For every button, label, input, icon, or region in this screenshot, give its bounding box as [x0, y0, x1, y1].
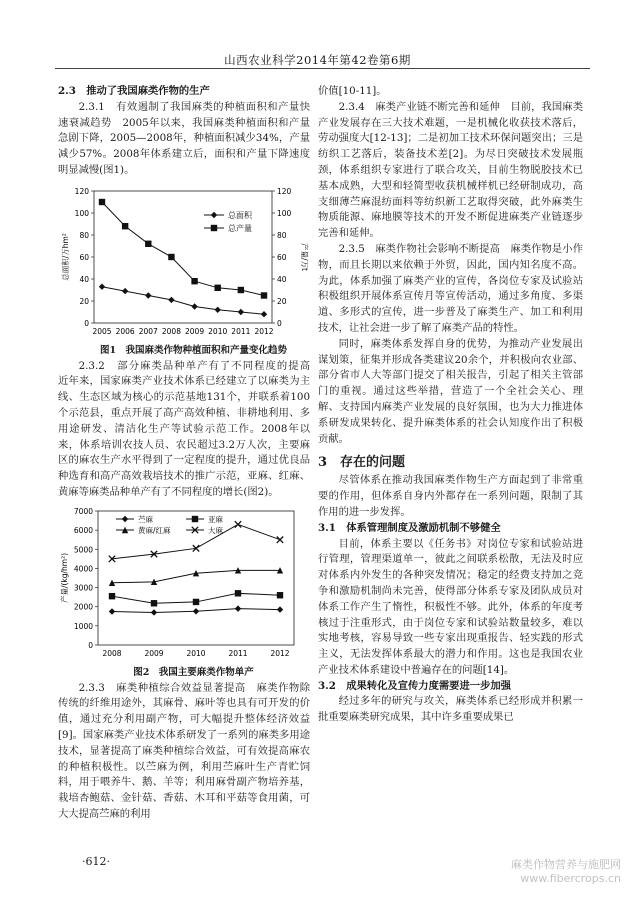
fig1-right-tick-label: 60 — [277, 252, 287, 262]
fig1-y-axis-label-left: 总面积/万hm² — [61, 232, 70, 281]
fig2-legend-marker — [192, 516, 198, 522]
figure-2-caption: 图2 我国主要麻类作物单产 — [133, 666, 254, 678]
fig1-x-tick-label: 2007 — [138, 326, 158, 336]
section-2-3-3: 2.3.3 麻类种植综合效益显著提高 麻类作物除传统的纤维用途外，其麻骨、麻叶等也具有可开发的价值，通过充分利用副产物，可大幅提升整体经济效益[9]。国家麻类产业技术体系研发了一系列的麻类多用途技术，显著提高了麻类种植综合效益，可有效提高麻农的种植积极性。以苎麻为例，利用苎麻叶生产青贮饲料，用于喂养牛、鹅、羊等；利用麻骨副产物培养基，栽培杏鲍菇、金针菇、香菇、木耳和平菇等食用菌，可大大提高苎麻的利用 — [58, 681, 310, 820]
fig2-y-tick-label: 7000 — [73, 506, 93, 516]
fig2-y-tick-label: 1000 — [73, 621, 93, 631]
fig1-series-1-point — [215, 306, 221, 312]
fig1-x-tick-label: 2006 — [115, 326, 135, 336]
fig2-y-tick-label: 2000 — [73, 602, 93, 612]
fig2-y-axis-label: 产量/(kg/hm²) — [60, 552, 69, 603]
fig1-x-tick-label: 2009 — [185, 326, 205, 336]
fig1-series-2-point — [191, 278, 197, 284]
fig2-series-2-point — [109, 593, 115, 599]
fig1-series-2-point — [215, 284, 221, 290]
fig1-x-tick-label: 2010 — [208, 326, 228, 336]
fig1-series-1-point — [168, 296, 174, 302]
fig1-left-tick-label: 0 — [84, 318, 89, 328]
running-header: 山西农业科学2014年第42卷第6期 — [224, 53, 411, 67]
watermark-url: www.fibercrops.cn — [520, 872, 621, 885]
figure-1-caption: 图1 我国麻类作物种植面积和产量变化趋势 — [99, 344, 288, 356]
left-column — [58, 84, 321, 823]
fig2-y-tick-label: 3000 — [73, 583, 93, 593]
fig1-x-tick-label: 2005 — [92, 326, 112, 336]
figure-1-chart — [58, 181, 310, 341]
section-2-3-2: 2.3.2 部分麻类品种单产有了不同程度的提高 近年来，国家麻类产业技术体系已经建立了以麻类为主线、生态区域为核心的示范基地131个，并联系着100个示范县，重点开展了高产高效种植、非耕地利用、多用途研发、清洁化生产等试验示范工作。2008年以来，体系培训农技人员、农民超过3.2万人次，主要麻区的麻农生产水平得到了一定程度的提升，通过优良品种选育和高产高效栽培技术的推广示范，亚麻、红麻、黄麻等麻类品种单产有了不同程度的增长(图2)。 — [58, 359, 321, 498]
section-2-3-4: 2.3.4 麻类产业链不断完善和延伸 目前，我国麻类产业发展存在三大技术难题，一是机械化收获技术落后，劳动强度大[12-13]；二是初加工技术环保问题突出；三是纺织工艺落后，装备技术差[2]。为尽日突破技术发展瓶颈，体系组织专家进行了联合攻关，目前生物脱胶技术已基本成熟，大型和轻简型收获机械样机已经研制成功，高支细薄苎麻混纺面料等纺织新工艺取得突破，此外麻类生物质能源、麻地膜等技术的开发不断促进麻类产业链逐步完善和延伸。 — [318, 100, 583, 240]
fig2-series-1-point — [277, 606, 283, 612]
fig1-series-1-point — [261, 311, 267, 317]
fig1-left-tick-label: 20 — [79, 296, 89, 306]
fig2-series-2-point — [193, 598, 199, 604]
continued-text: 价值[10-11]。 — [318, 85, 387, 97]
fig1-x-tick-label: 2011 — [231, 326, 251, 336]
fig2-series-2-point — [151, 600, 157, 606]
fig2-y-tick-label: 6000 — [73, 525, 93, 535]
fig1-right-tick-label: 80 — [277, 230, 287, 240]
fig1-left-tick-label: 60 — [79, 252, 89, 262]
section-2-3-5: 2.3.5 麻类作物社会影响不断提高 麻类作物是小作物，而且长期以来依赖于外贸，因此，国内知名度不高。为此，体系加强了麻类产业的宣传，各岗位专家及试验站积极组织开展体系宣传月等宣传活动，通过多角度、多渠道、多形式的宣传，进一步普及了麻类生产、加工和利用技术，让社会进一步了解了麻类产品的特性。 — [318, 242, 583, 334]
fig2-x-tick-label: 2009 — [144, 648, 164, 658]
fig1-legend-label: 总面积 — [228, 210, 252, 220]
fig1-left-tick-label: 40 — [79, 274, 89, 284]
fig1-series-2-point — [99, 199, 105, 205]
fig1-legend-marker — [211, 212, 217, 218]
fig2-series-1-point — [151, 609, 157, 615]
fig1-series-1-point — [238, 309, 244, 315]
fig1-series-2-point — [261, 292, 267, 298]
fig2-series-1-point — [235, 605, 241, 611]
fig1-series-2-point — [122, 223, 128, 229]
fig1-left-tick-label: 100 — [74, 208, 89, 218]
fig1-right-tick-label: 20 — [277, 296, 287, 306]
watermark-title: 麻类作物营养与施肥网 — [511, 858, 621, 871]
fig1-series-1-point — [191, 303, 197, 309]
fig1-legend-label: 总产量 — [228, 223, 252, 233]
fig1-series-2-point — [145, 240, 151, 246]
section-3-heading: 3 存在的问题 — [318, 455, 406, 471]
fig2-y-tick-label: 4000 — [73, 564, 93, 574]
header-rule — [55, 68, 590, 69]
fig1-right-tick-label: 0 — [277, 318, 282, 328]
fig2-series-1-point — [193, 608, 199, 614]
fig1-series-2-point — [238, 287, 244, 293]
fig2-series-1-point — [109, 608, 115, 614]
fig1-y-axis-label-right: 产量/万t — [300, 242, 309, 271]
fig1-right-tick-label: 40 — [277, 274, 287, 284]
fig1-x-tick-label: 2012 — [254, 326, 274, 336]
fig1-series-1-point — [122, 288, 128, 294]
section-2-3-5-continued: 同时，麻类体系发挥自身的优势，为推动产业发展出谋划策，征集并形成各类建议20余个，并积极向农业部、部分省市人大等部门提交了相关报告，引起了相关主管部门的重视。通过这些举措，营造了一个全社会关心、理解、支持国内麻类产业发展的良好氛围，也为大力推进体系研发成果转化、提升麻类体系的社会认知度作出了积极贡献。 — [318, 337, 583, 445]
fig2-series-2-point — [277, 592, 283, 598]
fig1-right-tick-label: 100 — [277, 208, 292, 218]
fig1-left-tick-label: 120 — [74, 186, 89, 196]
section-2-3-1: 2.3.1 有效遏制了我国麻类的种植面积和产量快速衰减趋势 2005年以来，我国麻类种植面积和产量急剧下降，2005—2008年，种植面积减少34%，产量减少57%。2008年体系建立后，面积和产量下降速度明显减慢(图1)。 — [58, 100, 310, 176]
page-number: ·612· — [82, 855, 110, 868]
fig1-series-1-point — [145, 292, 151, 298]
section-3-2-heading: 3.2 成果转化及宣传力度需要进一步加强 — [318, 679, 511, 692]
fig2-x-tick-label: 2010 — [186, 648, 206, 658]
fig2-series-4-point — [277, 536, 283, 542]
fig1-left-tick-label: 80 — [79, 230, 89, 240]
fig1-x-tick-label: 2008 — [161, 326, 181, 336]
fig2-legend-label: 黄麻/红麻 — [138, 525, 171, 535]
fig2-legend-label: 亚麻 — [208, 514, 223, 524]
section-2-3-heading: 2.3 推动了我国麻类作物的生产 — [58, 85, 210, 97]
fig1-legend-marker — [211, 225, 217, 231]
fig1-series-2-point — [168, 254, 174, 260]
figure-2-chart — [58, 503, 310, 663]
fig2-x-tick-label: 2011 — [228, 648, 248, 658]
section-3-2-text: 经过多年的研究与攻关，麻类体系已经形成并积累一批重要麻类研究成果，其中许多重要成果已 — [318, 695, 583, 724]
fig1-right-tick-label: 120 — [277, 186, 292, 196]
fig2-legend-label: 苎麻 — [138, 514, 153, 524]
section-3-intro: 尽管体系在推动我国麻类作物生产方面起到了非常重要的作用，但体系自身内外都存在一系列问题，限制了其作用的进一步发挥。 — [318, 474, 583, 518]
fig2-series-4-point — [235, 521, 241, 527]
fig2-y-tick-label: 0 — [88, 640, 93, 650]
section-3-1-heading: 3.1 体系管理制度及激励机制不够健全 — [318, 521, 501, 534]
fig2-series-2-point — [235, 590, 241, 596]
section-3-1-text: 目前，体系主要以《任务书》对岗位专家和试验站进行管理，管理渠道单一，彼此之间联系松散，无法及时应对体系内外发生的各种突发情况；稳定的经费支持加之竞争和激励机制尚未完善，使得部分体系专家及团队成员对体系工作产生了惰性，积极性不够。此外，体系的年度考核过于注重形式，由于岗位专家和试验站数量较多，难以实地考核，容易导致一些专家出现重报告、轻实践的形式主义，无法发挥体系最大的潜力和作用。这也是我国农业产业技术体系建设中普遍存在的问题[14]。 — [318, 537, 583, 676]
fig2-legend-label: 大麻 — [208, 525, 223, 535]
fig2-legend-marker — [122, 516, 128, 522]
fig2-x-tick-label: 2012 — [270, 648, 290, 658]
fig2-x-tick-label: 2008 — [102, 648, 122, 658]
fig1-series-1-point — [99, 283, 105, 289]
fig2-y-tick-label: 5000 — [73, 545, 93, 555]
right-column — [318, 84, 583, 726]
